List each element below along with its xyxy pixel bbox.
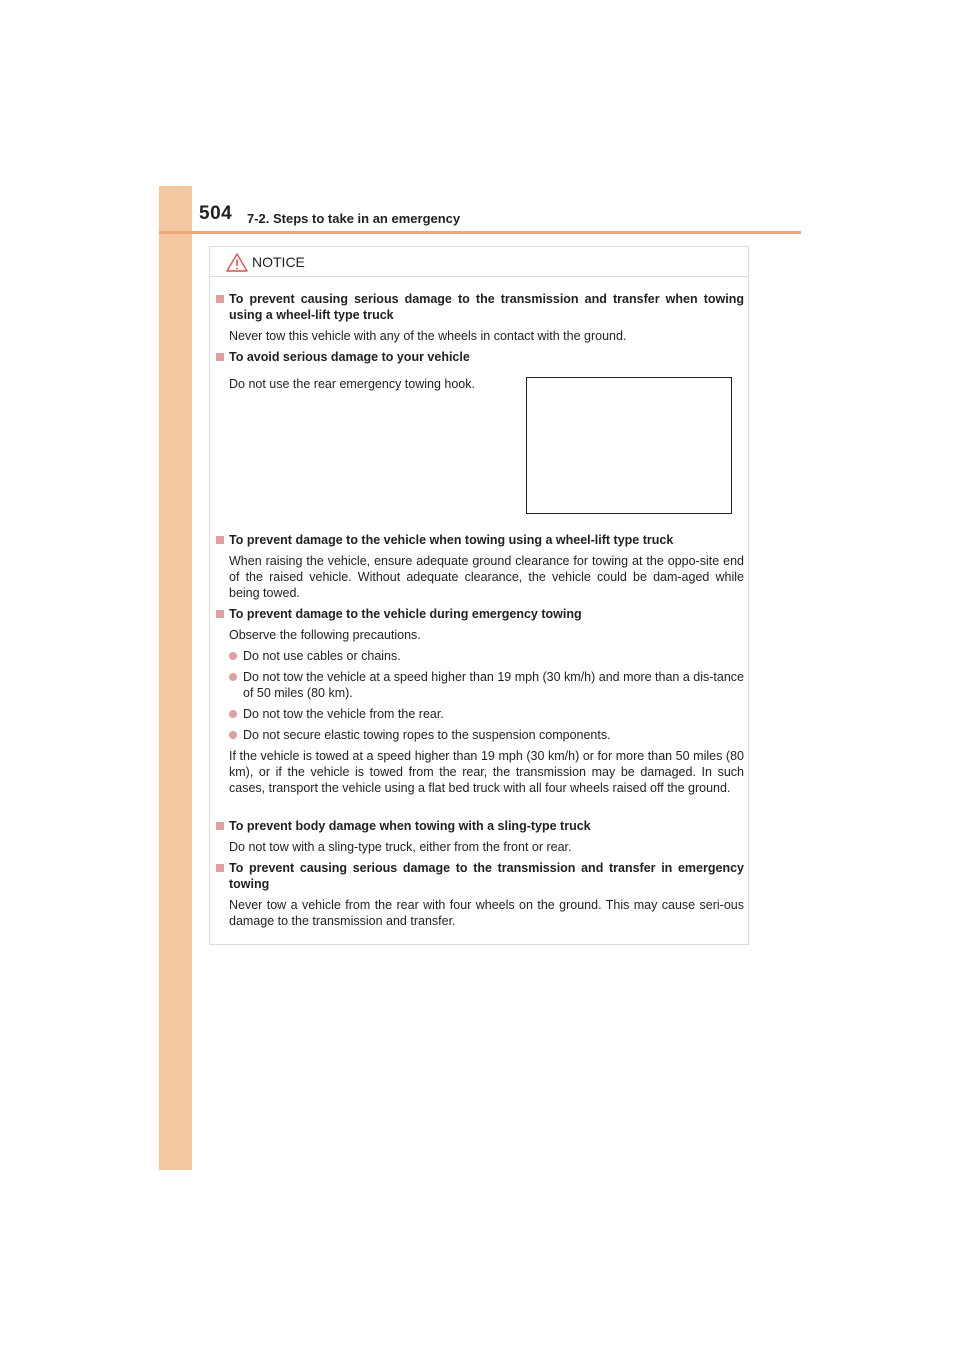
section-text: When raising the vehicle, ensure adequate ground clearance for towing at the oppo-site end of the raised vehicle. Without adequate clearance, the vehicle could be dam-aged while being towed. xyxy=(229,554,744,600)
section-heading: To prevent body damage when towing with a sling-type truck xyxy=(216,818,744,834)
square-bullet-icon xyxy=(216,610,224,618)
notice-box xyxy=(209,246,749,945)
section-text: Do not use the rear emergency towing hook. xyxy=(229,377,475,391)
section-text: Do not tow with a sling-type truck, either from the front or rear. xyxy=(229,840,572,854)
list-item: Do not use cables or chains. xyxy=(229,648,744,664)
round-bullet-icon xyxy=(229,652,237,660)
notice-header xyxy=(210,247,748,277)
page-number: 504 xyxy=(199,203,233,224)
list-item: Do not tow the vehicle at a speed higher than 19 mph (30 km/h) and more than a dis-tance of 50 miles (80 km). xyxy=(229,669,744,701)
square-bullet-icon xyxy=(216,536,224,544)
round-bullet-icon xyxy=(229,673,237,681)
warning-triangle-icon xyxy=(226,253,248,272)
round-bullet-icon xyxy=(229,710,237,718)
square-bullet-icon xyxy=(216,353,224,361)
section-heading: To prevent damage to the vehicle when towing using a wheel-lift type truck xyxy=(216,532,744,548)
section-text: Never tow this vehicle with any of the wheels in contact with the ground. xyxy=(229,329,627,343)
chapter-side-tab xyxy=(159,186,192,1170)
section-text: Never tow a vehicle from the rear with four wheels on the ground. This may cause seri-ous damage to the transmission and transfer. xyxy=(229,898,744,928)
list-item: Do not tow the vehicle from the rear. xyxy=(229,706,744,722)
square-bullet-icon xyxy=(216,822,224,830)
rear-towing-hook-figure xyxy=(526,377,732,514)
square-bullet-icon xyxy=(216,295,224,303)
section-heading: To prevent causing serious damage to the transmission and transfer in emergency towing xyxy=(216,860,744,892)
list-item: Do not secure elastic towing ropes to the suspension components. xyxy=(229,727,744,743)
section-heading: To avoid serious damage to your vehicle xyxy=(216,349,744,365)
section-text: If the vehicle is towed at a speed higher than 19 mph (30 km/h) or for more than 50 miles (80 km), or if the vehicle is towed from the rear, the transmission may be damaged. In such cases, transport the vehicle using a flat bed truck with all four wheels raised off the ground. xyxy=(229,749,744,795)
chapter-title: 7-2. Steps to take in an emergency xyxy=(247,211,461,226)
section-heading: To prevent causing serious damage to the transmission and transfer when towing using a wheel-lift type truck xyxy=(216,291,744,323)
round-bullet-icon xyxy=(229,731,237,739)
section-text: Observe the following precautions. xyxy=(229,628,421,642)
header-rule xyxy=(159,231,801,234)
section-heading: To prevent damage to the vehicle during emergency towing xyxy=(216,606,744,622)
notice-label: NOTICE xyxy=(252,254,305,270)
square-bullet-icon xyxy=(216,864,224,872)
